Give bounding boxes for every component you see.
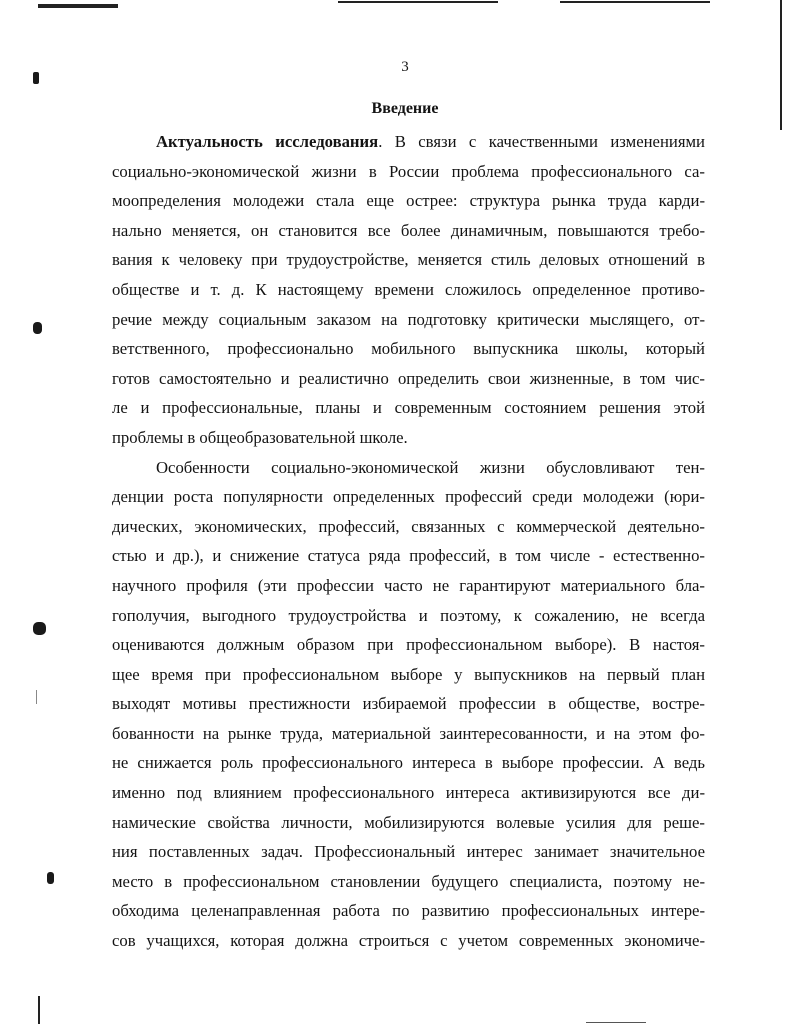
paragraph-2-line: именно под влиянием профессионального интереса активизируются все ди- (112, 783, 705, 803)
paragraph-2-line: стью и др.), и снижение статуса ряда профессий, в том числе - естественно- (112, 546, 705, 566)
paragraph-1-line: ветственного, профессионально мобильного выпускника школы, который (112, 339, 705, 359)
binder-hole-mark-4 (47, 872, 54, 884)
scan-artifact-top-center (338, 1, 498, 3)
scan-artifact-left-bottom (38, 996, 40, 1024)
binder-hole-mark-2 (33, 322, 42, 334)
paragraph-2-line: щее время при профессиональном выборе у выпускников на первый план (112, 664, 705, 684)
paragraph-1-line: Актуальность исследования. В связи с качественными изменениями (156, 132, 705, 151)
paragraph-2-line: научного профиля (эти профессии часто не гарантируют материального бла- (112, 575, 705, 595)
paragraph-1-line: нально меняется, он становится все более динамичным, повышаются требо- (112, 220, 705, 240)
body-text (112, 127, 705, 956)
scan-artifact-top-left (38, 4, 118, 8)
paragraph-2-line: сов учащихся, которая должна строиться с учетом современных экономиче- (112, 931, 705, 951)
lead-phrase: Актуальность исследования (156, 132, 379, 151)
paragraph-1-line: готов самостоятельно и реалистично определить свои жизненные, в том чис- (112, 368, 705, 388)
paragraph-2-line: Особенности социально-экономической жизни обусловливают тен- (156, 457, 705, 477)
paragraph-2-line: не снижается роль профессионального интереса в выборе профессии. А ведь (112, 753, 705, 773)
paragraph-1-line: ле и профессиональные, планы и современным состоянием решения этой (112, 398, 705, 418)
paragraph-1-line: обществе и т. д. К настоящему времени сложилось определенное противо- (112, 279, 705, 299)
paragraph-2-line: намические свойства личности, мобилизируются волевые усилия для реше- (112, 812, 705, 832)
scan-artifact-bottom-right (586, 1022, 646, 1023)
paragraph-2-line: обходима целенаправленная работа по развитию профессиональных интере- (112, 901, 705, 921)
paragraph-2-line: денции роста популярности определенных профессий среди молодежи (юри- (112, 487, 705, 507)
paragraph-2-line: дических, экономических, профессий, связанных с коммерческой деятельно- (112, 516, 705, 536)
section-title: Введение (371, 100, 439, 117)
scan-artifact-top-right (560, 1, 710, 3)
scan-artifact-left-tick (36, 690, 37, 704)
paragraph-1-line: социально-экономической жизни в России проблема профессионального са- (112, 161, 705, 181)
paragraph-2-line: ния поставленных задач. Профессиональный интерес занимает значительное (112, 842, 705, 862)
binder-hole-mark-3 (33, 622, 46, 635)
paragraph-1-line: речие между социальным заказом на подготовку критически мыслящего, от- (112, 309, 705, 329)
paragraph-2-line: выходят мотивы престижности избираемой профессии в обществе, востре- (112, 694, 705, 714)
paragraph-1-line: моопределения молодежи стала еще острее: структура рынка труда карди- (112, 191, 705, 211)
paragraph-2-line: место в профессиональном становлении будущего специалиста, поэтому не- (112, 871, 705, 891)
paragraph-2-line: оцениваются должным образом при профессиональном выборе). В настоя- (112, 635, 705, 655)
paragraph-2-line: гополучия, выгодного трудоустройства и поэтому, к сожалению, не всегда (112, 605, 705, 625)
paragraph-1-line: вания к человеку при трудоустройстве, меняется стиль деловых отношений в (112, 250, 705, 270)
page-number: 3 (401, 59, 409, 75)
paragraph-1-line: проблемы в общеобразовательной школе. (112, 427, 408, 447)
paragraph-2-line: бованности на рынке труда, материальной заинтересованности, и на этом фо- (112, 723, 705, 743)
